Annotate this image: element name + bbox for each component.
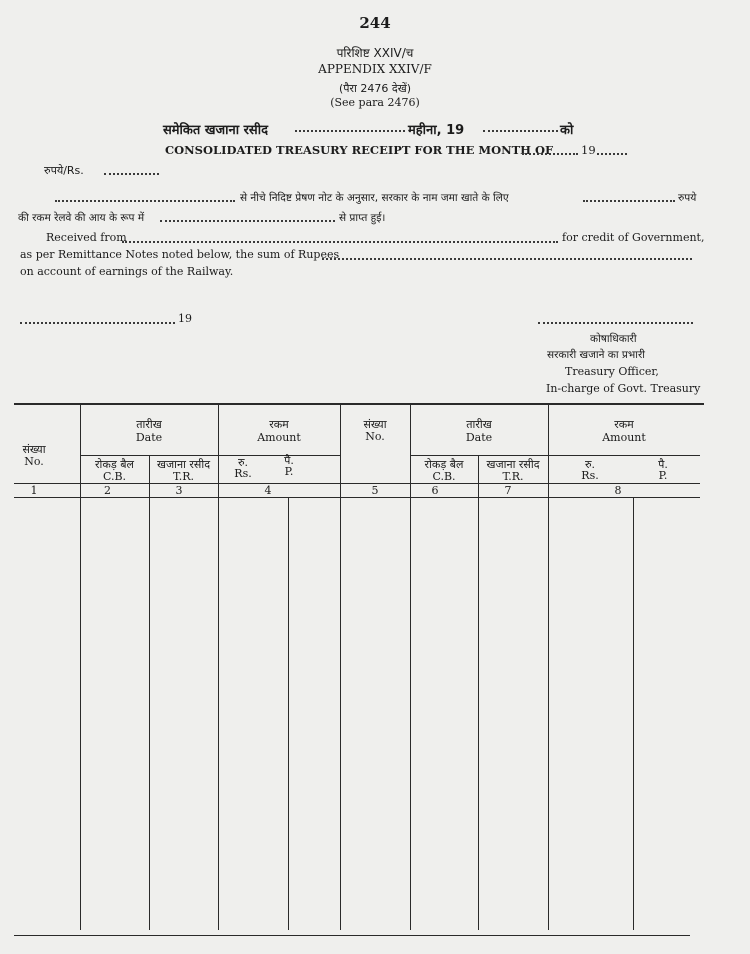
title-month-blank: [522, 153, 578, 155]
table-top-rule: [14, 403, 704, 405]
officer-title: Treasury Officer,: [565, 365, 659, 378]
col-no-header: No.: [365, 430, 385, 443]
tr-header-left: T.R.: [173, 470, 194, 483]
col-divider-2: [149, 455, 150, 930]
officer-incharge: In-charge of Govt. Treasury: [546, 382, 701, 395]
p-header-left: P.: [284, 465, 294, 478]
title-hindi-year-blank: [483, 130, 558, 132]
date-header-right: Date: [465, 431, 493, 444]
col-number: 7: [504, 484, 512, 497]
col-divider-rs-p-left: [288, 497, 289, 930]
amount-header-left: Amount: [257, 431, 301, 444]
date-blank: [20, 322, 175, 324]
amount-hindi-left: रकम: [269, 418, 289, 431]
cb-header-right: C.B.: [432, 470, 456, 483]
tr-header-right: T.R.: [502, 470, 524, 483]
title-english: CONSOLIDATED TREASURY RECEIPT FOR THE MONTH OF: [165, 143, 554, 157]
officer-hindi-2: सरकारी खजाने का प्रभारी: [547, 349, 646, 361]
tr-hindi-right: खजाना रसीद: [486, 458, 540, 471]
hindi-line2-blank: [160, 220, 335, 222]
rs-hindi-right: रु.: [584, 458, 596, 471]
received-from-blank: [122, 241, 558, 243]
table-bottom-rule: [14, 935, 690, 936]
cb-hindi-left: रोकड़ बैल: [95, 458, 134, 471]
rupees-label: रुपये/Rs.: [44, 164, 84, 177]
officer-hindi-1: कोषाधिकारी: [590, 333, 637, 345]
sum-blank: [322, 258, 692, 260]
received-from: Received from: [46, 231, 127, 244]
col-number: 2: [104, 484, 111, 497]
hindi-line2: की रकम रेलवे की आय के रूप में: [18, 212, 145, 224]
page-number: 244: [359, 14, 391, 32]
col-number: 6: [431, 484, 439, 497]
rs-header-left: Rs.: [234, 467, 252, 480]
col-number: 1: [30, 484, 38, 497]
rs-hindi-left: रु.: [237, 456, 249, 469]
title-hindi-end: को: [560, 123, 574, 138]
para-ref-hindi: (पैरा 2476 देखें): [338, 82, 411, 95]
number-row-rule: [14, 497, 700, 498]
amount-header-right: Amount: [602, 431, 646, 444]
signature-blank: [538, 322, 693, 324]
title-hindi-month: महीना, 19: [408, 123, 465, 138]
col-serial-hindi: संख्या: [22, 443, 46, 456]
date-hindi-right: तारीख: [466, 418, 492, 431]
amount-hindi-right: रकम: [614, 418, 634, 431]
title-hindi: समेकित खजाना रसीद: [163, 123, 268, 138]
col-divider-6: [478, 455, 479, 930]
col-no-hindi: संख्या: [363, 418, 387, 431]
col-number: 3: [175, 484, 183, 497]
col-number: 8: [614, 484, 622, 497]
rupees-blank: [104, 173, 159, 175]
tr-hindi-left: खजाना रसीद: [156, 458, 211, 471]
p-header-right: P.: [658, 469, 668, 482]
p-hindi-left: पै.: [284, 454, 294, 467]
title-year: 19: [581, 143, 596, 157]
date-hindi-left: तारीख: [136, 418, 162, 431]
right-subheader-rule: [410, 455, 700, 456]
for-credit: for credit of Government,: [562, 231, 705, 244]
hindi-line1: से नीचे निदिष्ट प्रेषण नोट के अनुसार, सरकार के नाम जमा खाते के लिए: [240, 192, 509, 204]
hindi-sender-blank: [55, 200, 235, 202]
col-divider-rs-p-right: [633, 497, 634, 930]
title-hindi-blank: [295, 130, 405, 132]
cb-hindi-right: रोकड़ बैल: [424, 458, 464, 471]
rs-header-right: Rs.: [581, 469, 599, 482]
date-year: 19: [178, 312, 192, 325]
para-ref: (See para 2476): [330, 96, 420, 109]
p-hindi-right: पै.: [658, 458, 668, 471]
hindi-line2-end: से प्राप्त हुई।: [339, 212, 386, 224]
col-number: 5: [371, 484, 379, 497]
hindi-amount-blank: [583, 200, 675, 202]
remittance-line: as per Remittance Notes noted below, the sum of Rupees: [20, 248, 340, 261]
col-number: 4: [264, 484, 272, 497]
date-header-left: Date: [135, 431, 163, 444]
cb-header-left: C.B.: [102, 470, 127, 483]
col-serial-header: No.: [24, 455, 44, 468]
earnings-line: on account of earnings of the Railway.: [20, 265, 234, 278]
appendix-hindi: परिशिष्ट XXIV/च: [336, 46, 414, 60]
title-year-blank: [597, 153, 627, 155]
appendix-title: APPENDIX XXIV/F: [318, 62, 432, 76]
hindi-line1-end: रुपये: [678, 192, 697, 204]
